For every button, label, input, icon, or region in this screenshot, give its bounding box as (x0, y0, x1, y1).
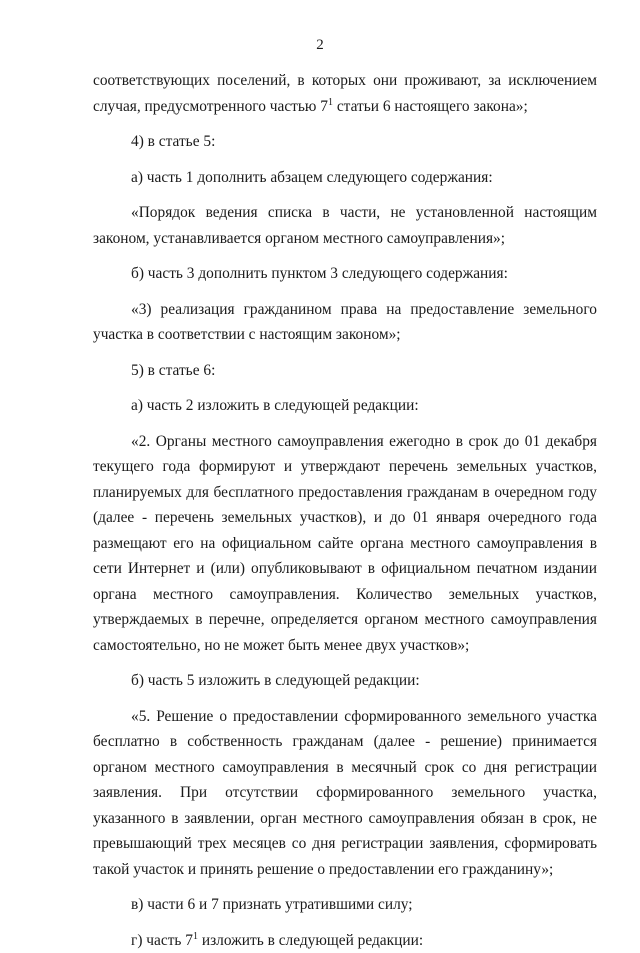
paragraph-part-7-1 (93, 928, 597, 953)
superscript: 1 (328, 97, 333, 108)
superscript: 1 (193, 931, 198, 942)
paragraph-quote-right: «3) реализация гражданином права на предоставление земельного участка в соответствии с настоящим законом»; (93, 297, 597, 348)
paragraph-text: г) часть 7 (131, 932, 193, 949)
paragraph-article-5: 4) в статье 5: (93, 129, 597, 155)
document-body (93, 68, 597, 953)
paragraph-continuation (93, 68, 597, 119)
paragraph-text: соответствующих поселений, в которых они проживают, за исключением случая, предусмотренного частью 7 (93, 72, 597, 115)
paragraph-part-5: б) часть 5 изложить в следующей редакции: (93, 668, 597, 694)
paragraph-text-tail: изложить в следующей редакции: (198, 932, 423, 949)
paragraph-part-2: а) часть 2 изложить в следующей редакции: (93, 393, 597, 419)
paragraph-quote-list-order: «Порядок ведения списка в части, не установленной настоящим законом, устанавливается органом местного самоуправления»; (93, 200, 597, 251)
paragraph-part-1: а) часть 1 дополнить абзацем следующего содержания: (93, 165, 597, 191)
paragraph-part-3: б) часть 3 дополнить пунктом 3 следующего содержания: (93, 261, 597, 287)
paragraph-text-tail: статьи 6 настоящего закона»; (333, 98, 528, 115)
paragraph-article-6: 5) в статье 6: (93, 358, 597, 384)
paragraph-quote-part-2: «2. Органы местного самоуправления ежегодно в срок до 01 декабря текущего года формируют и утверждают перечень земельных участков, планируемых для бесплатного предоставления гражданам в очередном году (далее - перечень земельных участков), и до 01 января очередного года размещают его на официальном сайте органа местного самоуправления в сети Интернет и (или) опубликовывают в официальном печатном издании органа местного самоуправления. Количество земельных участков, утверждаемых в перечне, определяется органом местного самоуправления самостоятельно, но не может быть менее двух участков»; (93, 429, 597, 659)
page-number: 2 (0, 37, 640, 54)
paragraph-parts-6-7: в) части 6 и 7 признать утратившими силу; (93, 892, 597, 918)
paragraph-quote-part-5: «5. Решение о предоставлении сформированного земельного участка бесплатно в собственность гражданам (далее - решение) принимается органом местного самоуправления в месячный срок со дня регистрации заявления. При отсутствии сформированного земельного участка, указанного в заявлении, орган местного самоуправления обязан в срок, не превышающий трех месяцев со дня регистрации заявления, сформировать такой участок и принять решение о предоставлении его гражданину»; (93, 704, 597, 883)
